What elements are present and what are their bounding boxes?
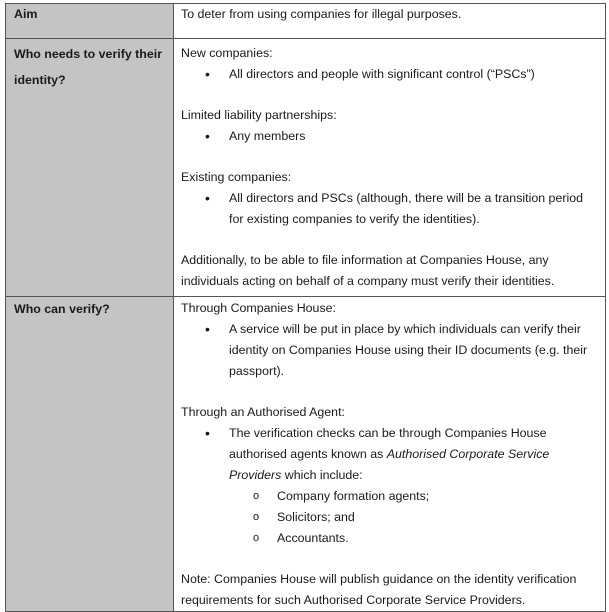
label-cell-who-can-verify [6, 297, 174, 612]
list-item [229, 423, 597, 549]
companies-house-list [181, 319, 597, 382]
label-cell-aim [6, 4, 174, 39]
table-row-aim [6, 4, 606, 39]
content-cell-who-can-verify [174, 297, 606, 612]
list-item: • Any members [229, 126, 597, 147]
companies-house-heading: Through Companies House: [181, 301, 336, 315]
table-row-who-can-verify [6, 297, 606, 612]
content-cell-aim [174, 4, 606, 39]
row-label: Aim [14, 7, 38, 21]
label-cell-who-verify [6, 39, 174, 297]
content-cell-who-verify [174, 39, 606, 297]
llp-heading: Limited liability partnerships: [181, 108, 337, 122]
additionally-paragraph: Additionally, to be able to file information at Companies House, any individuals acting on behalf of a company must verify their identities. [181, 253, 555, 288]
identity-verification-table [5, 3, 606, 612]
existing-companies-heading: Existing companies: [181, 170, 292, 184]
new-companies-heading: New companies: [181, 46, 273, 60]
agent-text-italic: Authorised Corporate Service Providers [229, 447, 550, 482]
sub-list-item: o Solicitors; and [277, 507, 597, 528]
llp-list [181, 126, 597, 147]
note-paragraph: Note: Companies House will publish guidance on the identity verification requirements for such Authorised Corporate Service Providers. [181, 572, 577, 607]
list-item: • All directors and PSCs (although, there will be a transition period for existing companies to verify the identities). [229, 188, 597, 230]
sub-list-item: o Accountants. [277, 528, 597, 549]
sub-list-item: o Company formation agents; [277, 486, 597, 507]
agent-text-post: which include: [281, 468, 363, 482]
agent-sub-list [229, 486, 597, 549]
list-item: • A service will be put in place by which individuals can verify their identity on Companies House using their ID documents (e.g. their passport). [229, 319, 597, 382]
row-label: Who needs to verify their identity? [14, 47, 163, 87]
existing-companies-list [181, 188, 597, 230]
table-row-who-verify [6, 39, 606, 297]
authorised-agent-list [181, 423, 597, 549]
aim-text: To deter from using companies for illegal purposes. [181, 7, 462, 21]
authorised-agent-heading: Through an Authorised Agent: [181, 405, 345, 419]
row-label: Who can verify? [14, 302, 110, 316]
list-item: • All directors and people with significant control (“PSCs”) [229, 64, 597, 85]
new-companies-list [181, 64, 597, 85]
agent-text-pre: The verification checks can be through Companies House authorised agents known as [229, 426, 547, 461]
